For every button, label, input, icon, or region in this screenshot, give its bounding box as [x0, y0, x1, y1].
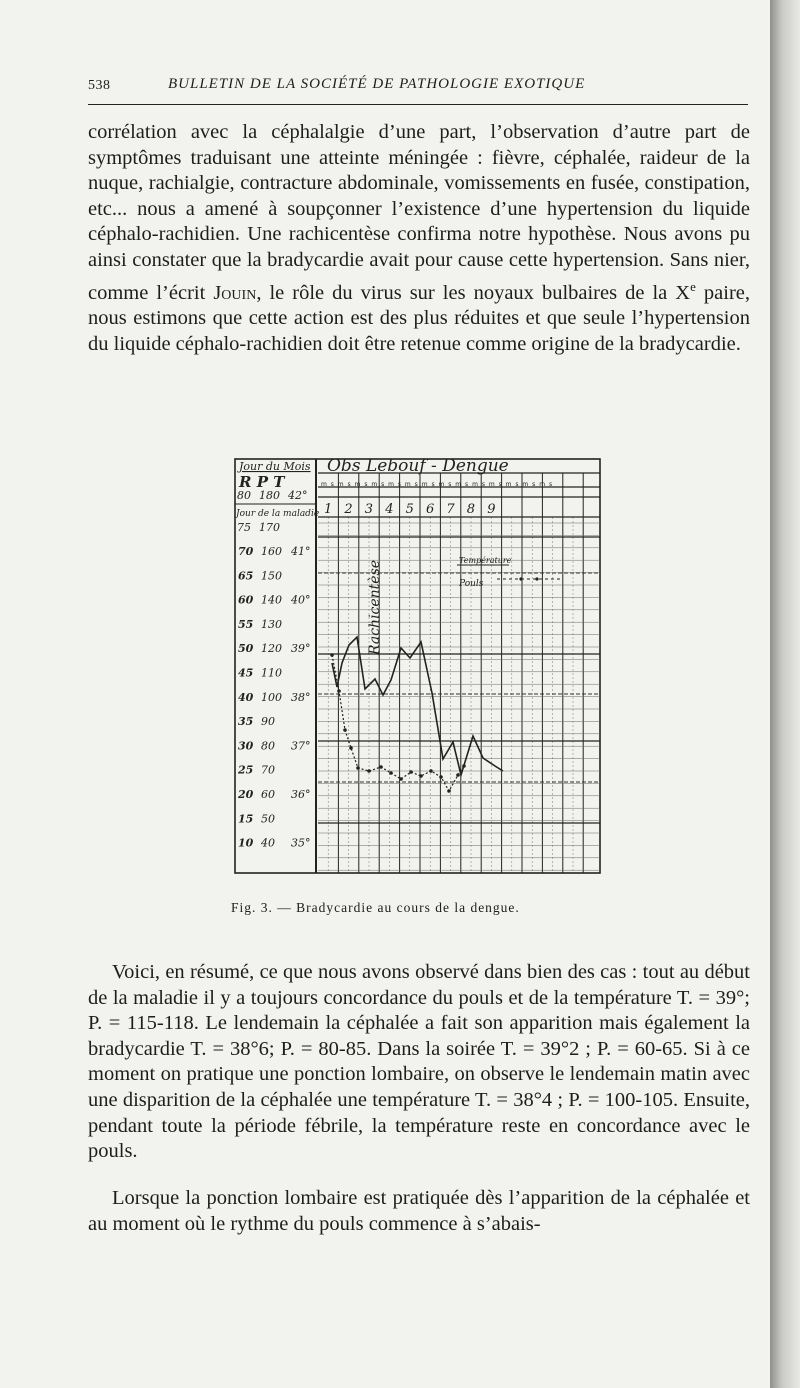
top-row-r: 80	[237, 489, 251, 502]
scale-p-label: 140	[261, 593, 282, 607]
patient-title: Obs Lebouf - Dengue	[327, 456, 509, 476]
scale-r-label: 20	[238, 788, 254, 801]
pulse-point	[356, 766, 360, 770]
scale-r-label: 15	[238, 812, 254, 826]
scale-t-label: 36°	[291, 788, 311, 801]
day-number: 2	[344, 502, 353, 517]
scale-p-label: 100	[261, 690, 282, 704]
pulse-point	[389, 771, 393, 775]
second-row-r: 75	[237, 521, 251, 534]
page-edge-shadow	[770, 0, 800, 1388]
day-number: 4	[385, 502, 394, 517]
pulse-point	[429, 769, 433, 773]
paragraph-1-text-c: paire, nous estimons que cette action est des plus réduites et que seule l’hypertension du liquide céphalo-rachidien doit être retenue comme origine de la bradycardie.	[88, 281, 750, 355]
day-number: 8	[466, 502, 476, 517]
header-left-label: Jour du Mois	[239, 460, 311, 473]
scale-p-label: 130	[261, 617, 282, 631]
paragraph-1-text-a: corrélation avec la céphalalgie d’une part, l’observation d’autre part de symptômes traduisant une atteinte méningée : fièvre, céphalée, raideur de la nuque, rachialgie, contracture abdominale, vomissements en fusée, constipation, etc... nous a amené à soupçonner l’existence d’une hypertension du liquide céphalo-rachidien. Une rachicentèse confirma notre hypothèse. Nous avons pu ainsi constater que la bradycardie avait pour cause cette hypertension. Sans nier, comme l’écrit	[88, 121, 750, 304]
scale-p-label: 60	[261, 788, 275, 801]
pulse-point	[367, 769, 371, 773]
scale-p-label: 150	[261, 569, 282, 583]
scale-r-label: 10	[238, 836, 254, 850]
day-number: 5	[405, 502, 414, 517]
figure-caption: Fig. 3. — Bradycardie au cours de la dengue.	[231, 900, 520, 915]
day-number: 6	[426, 502, 435, 517]
pulse-point	[349, 746, 353, 750]
pulse-point	[330, 653, 334, 657]
day-number: 7	[446, 502, 455, 517]
superscript-e: e	[690, 278, 696, 294]
scale-r-label: 45	[238, 666, 254, 680]
top-row-t: 42°	[288, 489, 308, 502]
header-rule	[88, 104, 748, 105]
day-label: Jour de la maladie	[236, 509, 320, 519]
day-number: 1	[324, 502, 333, 517]
legend-pouls-dot	[519, 577, 522, 580]
legend-temperature: Température	[459, 556, 512, 565]
paragraph-2: Voici, en résumé, ce que nous avons observé dans bien des cas : tout au début de la maladie il y a toujours concordance du pouls et de la température T. = 39°; P. = 115-118. Le lendemain la céphalée a fait son apparition mais également la bradycardie T. = 38°6; P. = 80-85. Dans la soirée T. = 39°2 ; P. = 60-65. Si à ce moment on pratique une ponction lombaire, on observe le lendemain matin avec une disparition de la céphalée une température T. = 38°4 ; P. = 100-105. Ensuite, pendant toute la période fébrile, la température reste en concordance avec le pouls.	[88, 961, 750, 1163]
scale-r-label: 25	[238, 763, 254, 777]
running-header	[88, 76, 748, 100]
second-row-p: 170	[259, 521, 280, 534]
pulse-point	[343, 728, 347, 732]
temperature-pulse-chart	[233, 455, 603, 877]
scale-t-label: 37°	[291, 739, 311, 753]
scale-p-label: 70	[261, 763, 275, 777]
scale-p-label: 160	[261, 545, 282, 558]
pulse-point	[462, 764, 466, 768]
scale-r-label: 55	[238, 617, 254, 631]
temperature-line	[332, 637, 503, 775]
scale-p-label: 120	[261, 642, 282, 656]
author-name: Jouin	[213, 281, 257, 304]
pulse-point	[419, 774, 423, 778]
scale-t-label: 41°	[291, 545, 311, 558]
paragraph-1	[88, 120, 750, 357]
scale-p-label: 90	[261, 715, 275, 729]
legend-pouls-dot	[535, 577, 538, 580]
legend-pouls: Pouls	[459, 579, 484, 589]
scale-r-label: 70	[238, 545, 254, 558]
day-number: 3	[364, 502, 374, 517]
pulse-point	[379, 765, 383, 769]
scale-r-label: 50	[238, 642, 254, 656]
pulse-point	[456, 773, 460, 777]
scale-r-label: 30	[238, 739, 254, 753]
pulse-point	[337, 689, 341, 693]
scale-p-label: 50	[261, 812, 275, 826]
top-row-p: 180	[259, 489, 280, 502]
paragraph-3: Lorsque la ponction lombaire est pratiquée dès l’apparition de la céphalée et au moment où le rythme du pouls commence à s’abais-	[88, 1187, 750, 1235]
columns-label: R P T	[239, 473, 285, 491]
scale-p-label: 110	[261, 666, 282, 680]
pulse-point	[399, 777, 403, 781]
pulse-point	[439, 775, 443, 779]
rachicentese-note: Rachicentèse	[367, 559, 383, 655]
paragraph-1-text-b: , le rôle du virus sur les noyaux bulbaires de la X	[256, 281, 691, 304]
scale-r-label: 65	[238, 569, 254, 583]
fever-chart-figure	[233, 455, 603, 877]
scale-r-label: 35	[238, 715, 254, 729]
pulse-point	[447, 789, 451, 793]
scale-p-label: 80	[261, 739, 275, 753]
pulse-point	[409, 770, 413, 774]
scale-t-label: 35°	[291, 836, 311, 850]
pulse-line	[332, 655, 464, 791]
chart-frame	[235, 459, 600, 873]
journal-title: BULLETIN DE LA SOCIÉTÉ DE PATHOLOGIE EXOTIQUE	[168, 76, 586, 92]
scale-t-label: 38°	[291, 690, 311, 704]
date-row-marks: m s m s m s m s m s m s m s m s m s m s m s m s m s m s	[321, 481, 554, 488]
page-number: 538	[88, 78, 111, 93]
day-number: 9	[487, 502, 496, 517]
scale-t-label: 40°	[291, 593, 311, 607]
scale-r-label: 60	[238, 593, 254, 607]
scale-r-label: 40	[238, 690, 254, 704]
scale-p-label: 40	[261, 836, 275, 850]
scale-t-label: 39°	[291, 642, 311, 656]
